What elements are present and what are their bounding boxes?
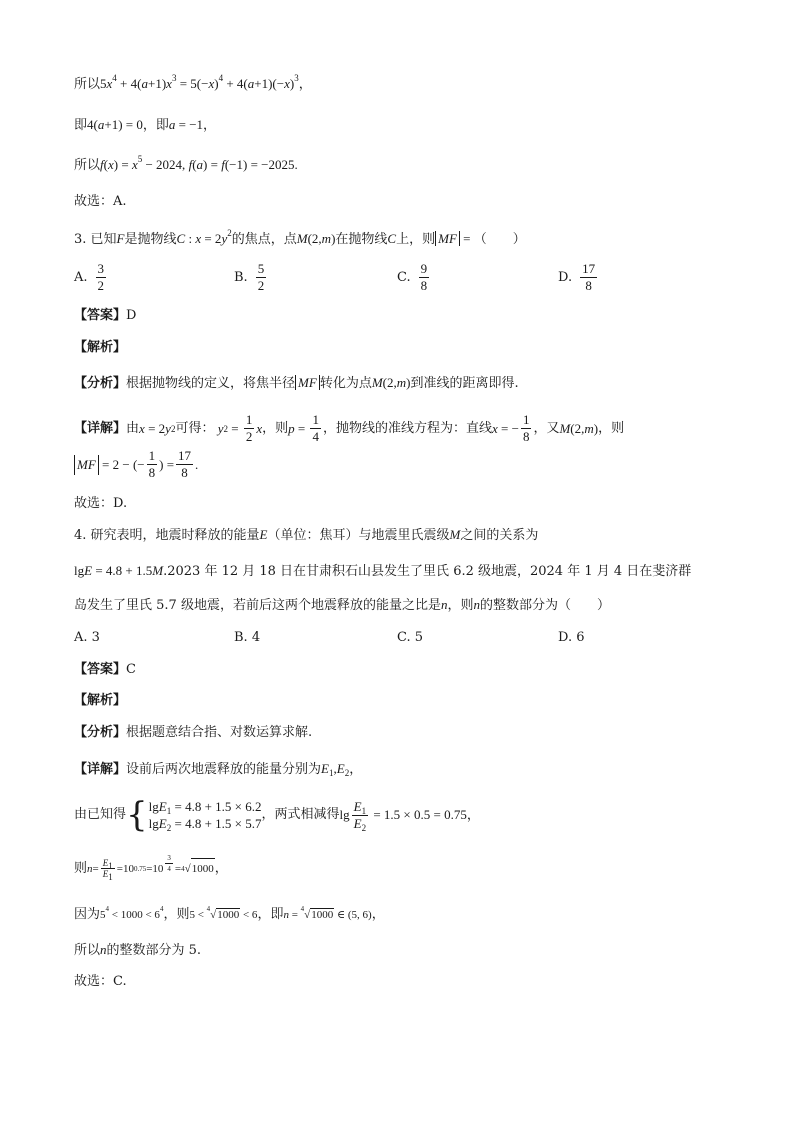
q3-detail-result: MF = 2 − (− $\frac{1}{8}$ ) = $\frac{17}{8}$ . bbox=[74, 448, 198, 481]
eq-line-2: 即4(a+1) = 0，即a = −1， bbox=[74, 117, 217, 133]
q3-option-b[interactable]: B. $\frac{5}{2}$ bbox=[234, 261, 265, 293]
q4-option-d[interactable]: D. 6 bbox=[558, 630, 585, 645]
q3-option-a[interactable]: A. $\frac{3}{2}$ bbox=[74, 261, 105, 293]
q4-option-c[interactable]: C. 5 bbox=[397, 630, 424, 645]
q3-choose: 故选：D. bbox=[74, 496, 128, 511]
q4-so: 所以n的整数部分为 5. bbox=[74, 942, 202, 958]
q3-analysis-heading: 【解析】 bbox=[74, 340, 127, 355]
q4-system: 由已知得 { lgE$_1$ = 4.8 + 1.5 × 6.2 lgE$_2$ = 4.8 + 1.5 × 5.7 ，两式相减得 lg $\frac{E_1}{E_2}$ = 1.5 × 0.5 = 0.75， bbox=[74, 795, 480, 835]
eq-line-3: 所以$f(x) = x^5 - 2024$, f(a) = f(−1) = −2025. bbox=[74, 154, 298, 173]
q4-detail: 【详解】设前后两次地震释放的能量分别为$E_1,E_2$， bbox=[74, 761, 363, 778]
q4-analysis-heading: 【解析】 bbox=[74, 693, 127, 708]
q3-fenxi: 【分析】根据抛物线的定义，将焦半径 MF 转化为点M(2,m)到准线的距离即得. bbox=[74, 375, 519, 391]
q3-detail: 【详解】 由 x = 2 y 2 可得： y 2 = $\frac{1}{2}$ x ，则 p = $\frac{1}{4}$ ，抛物线的准线方程为：直线 x = − $\frac{1}{8}$ ，又 M (2, m ) ，则 bbox=[74, 412, 625, 444]
q4-answer: 【答案】C bbox=[74, 662, 136, 677]
q3-answer: 【答案】D bbox=[74, 308, 137, 323]
q4-stem-2: lgE = 4.8 + 1.5M.2023 年 12 月 18 日在甘肃积石山县发生了里氏 6.2 级地震，2024 年 1 月 4 日在斐济群 bbox=[74, 563, 692, 579]
q4-because: 因为$5^4 < 1000 < 6^4$，则5 < $^4$√1000 < 6，即n = $^4$√1000 ∈ (5, 6)， bbox=[74, 905, 385, 922]
q4-choose: 故选：C. bbox=[74, 974, 127, 989]
q4-option-b[interactable]: B. 4 bbox=[234, 630, 261, 645]
q4-stem-3: 岛发生了里氏 5.7 级地震，若前后这两个地震释放的能量之比是n，则n的整数部分为（ ） bbox=[74, 597, 610, 613]
q4-stem-1: 4. 研究表明，地震时释放的能量E（单位：焦耳）与地震里氏震级M之间的关系为 bbox=[74, 527, 539, 543]
q4-fenxi: 【分析】根据题意结合指、对数运算求解. bbox=[74, 725, 313, 740]
q4-then: 则 n = $\frac{E_1}{E_1}$ =10 0.75 =10 $\frac{3}{4}$ = 4 √ 1000 ， bbox=[74, 854, 228, 882]
q3-option-d[interactable]: D. $\frac{17}{8}$ bbox=[558, 261, 596, 293]
q3-stem: 3. 已知F是抛物线C : $x = 2y^2$的焦点，点M(2,m)在抛物线C上，则 MF = （ ） bbox=[74, 228, 526, 247]
eq-line-1: 所以$5x^4 + 4(a+1)x^3 = 5(-x)^4 + 4(a+1)(-x)^3$， bbox=[74, 73, 312, 92]
q4-option-a[interactable]: A. 3 bbox=[74, 630, 100, 645]
q3-option-c[interactable]: C. $\frac{9}{8}$ bbox=[397, 261, 428, 293]
choose-a: 故选：A. bbox=[74, 194, 127, 209]
